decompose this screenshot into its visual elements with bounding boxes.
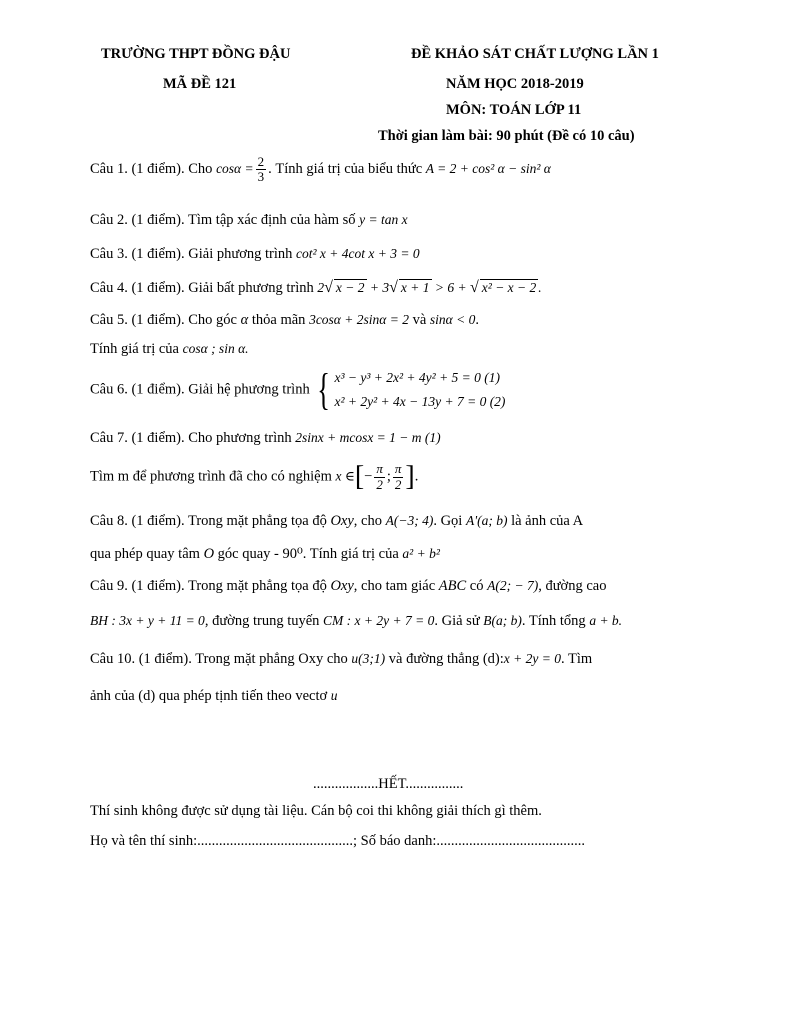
q8-text-d: là ảnh của A — [511, 513, 584, 529]
q5-line2: Tính giá trị của — [90, 341, 179, 357]
q5-text: Câu 5. (1 điểm). Cho góc — [90, 312, 237, 328]
q4-coef-2: + 3 — [366, 280, 390, 295]
q7-x-in: x ∈ — [335, 468, 355, 484]
q7-lo-num: π — [376, 461, 383, 477]
question-9-line-2 — [90, 613, 622, 630]
q1-text: Câu 1. (1 điểm). Cho — [90, 161, 213, 178]
q7-hi-num: π — [394, 461, 402, 477]
q9-line2-b: . Giả sử — [434, 613, 480, 629]
q9-line2-c: . Tính tổng — [521, 613, 586, 629]
q2-text: Câu 2. (1 điểm). Tìm tập xác định của hàm số — [90, 212, 356, 228]
school-name: TRƯỜNG THPT ĐỒNG ĐẬU — [101, 46, 291, 62]
q9-text-d: , đường cao — [538, 578, 607, 594]
q5-equation: 3cosα + 2sinα = 2 — [309, 312, 409, 327]
exam-title: ĐỀ KHẢO SÁT CHẤT LƯỢNG LẦN 1 — [411, 46, 659, 62]
q8-formula: a² + b² — [402, 546, 440, 561]
q7-end: . — [414, 468, 419, 485]
q1-mid: . Tính giá trị của biểu thức — [268, 161, 423, 178]
subject: MÔN: TOÁN LỚP 11 — [446, 102, 582, 118]
q5-targets: cosα ; sin α. — [182, 341, 249, 356]
q5-and: và — [412, 312, 427, 328]
q9-altitude: BH : 3x + y + 11 = 0 — [90, 613, 205, 628]
end-marker: ..................HẾT................ — [313, 776, 464, 792]
exam-code: MÃ ĐỀ 121 — [163, 76, 237, 92]
question-8-line-2 — [90, 546, 440, 563]
question-8 — [90, 513, 583, 530]
q7-text: Câu 7. (1 điểm). Cho phương trình — [90, 430, 292, 446]
question-5 — [90, 312, 479, 329]
q1-expression: A = 2 + cos² α − sin² α — [425, 161, 551, 177]
q8-point-a-prime: A'(a; b) — [465, 513, 508, 528]
q7-lo-frac — [374, 462, 385, 492]
q9-text-b: , cho tam giác — [353, 578, 436, 594]
school-year: NĂM HỌC 2018-2019 — [446, 76, 584, 92]
q4-rhs: > 6 + — [431, 280, 470, 295]
q6-system — [334, 366, 505, 414]
question-10 — [90, 651, 592, 668]
time-limit: Thời gian làm bài: 90 phút (Đề có 10 câu) — [378, 128, 635, 144]
q10-text-a: Câu 10. (1 điểm). Trong mặt phẳng Oxy cho — [90, 651, 348, 667]
q5-condition: sinα < 0 — [429, 312, 476, 327]
question-3 — [90, 246, 420, 263]
q3-text: Câu 3. (1 điểm). Giải phương trình — [90, 246, 293, 262]
q2-formula: y = tan x — [359, 212, 408, 227]
question-10-line-2 — [90, 688, 338, 705]
q4-end: . — [538, 280, 542, 295]
q1-cos: cosα = — [216, 161, 254, 177]
q7-hi-frac — [393, 462, 404, 492]
q7-bracket-left: [ — [354, 461, 365, 492]
q8-text-a: Câu 8. (1 điểm). Trong mặt phẳng tọa độ — [90, 513, 327, 529]
q8-center: O — [203, 546, 215, 562]
q8-text-c: . Gọi — [433, 513, 463, 529]
q10-text-c: . Tìm — [560, 651, 593, 667]
q4-radicand-1: x − 2 — [335, 280, 365, 295]
q4-coef-1: 2 — [317, 280, 325, 295]
q6-text: Câu 6. (1 điểm). Giải hệ phương trình — [90, 381, 310, 398]
q9-oxy: Oxy — [330, 578, 354, 594]
q7-lo-den: 2 — [376, 476, 383, 492]
q10-text-b: và đường thẳng (d): — [388, 651, 504, 667]
q9-text-a: Câu 9. (1 điểm). Trong mặt phẳng tọa độ — [90, 578, 327, 594]
q6-brace: { — [317, 365, 331, 414]
candidate-info: Họ và tên thí sinh:...........................................; Số báo danh:......................................... — [90, 833, 585, 849]
q4-radicand-3: x² − x − 2 — [481, 280, 537, 295]
q10-line2: ảnh của (d) qua phép tịnh tiến theo vectơ — [90, 688, 328, 704]
q7-lo-sign: − — [364, 468, 373, 485]
footer-note: Thí sinh không được sử dụng tài liệu. Cán bộ coi thi không giải thích gì thêm. — [90, 803, 542, 819]
question-6 — [90, 366, 505, 414]
q7-bracket-right: ] — [405, 461, 415, 492]
question-2 — [90, 212, 408, 229]
q5-end: . — [475, 312, 479, 328]
q1-fraction — [256, 155, 267, 185]
q4-radicand-2: x + 1 — [400, 280, 430, 295]
q9-point-a: A(2; − 7) — [487, 578, 539, 593]
q4-text: Câu 4. (1 điểm). Giải bất phương trình — [90, 280, 314, 296]
q7-hi-den: 2 — [394, 476, 402, 492]
q10-vector-2: u — [330, 688, 338, 703]
q9-text-c: có — [469, 578, 484, 594]
q8-text-b: , cho — [353, 513, 382, 529]
q6-eq2: x² + 2y² + 4x − 13y + 7 = 0 (2) — [334, 394, 506, 409]
q8-line2-a: qua phép quay tâm — [90, 546, 200, 562]
q5-mid: thỏa mãn — [251, 312, 306, 328]
q9-sum: a + b. — [589, 613, 623, 628]
q8-oxy: Oxy — [330, 513, 354, 529]
question-5-line-2 — [90, 341, 249, 358]
q9-median: CM : x + 2y + 7 = 0 — [323, 613, 435, 628]
question-9 — [90, 578, 606, 595]
q1-frac-den: 3 — [257, 169, 265, 185]
question-7-line-2: Tìm m để phương trình đã cho có nghiệm x ∈[− $\frac{\pi}{2}$ ; $\frac{\pi}{2}$ ]. — [90, 461, 419, 492]
q8-point-a: A(−3; 4) — [385, 513, 434, 528]
q10-vector: u(3;1) — [351, 651, 386, 666]
q9-line2-a: , đường trung tuyến — [204, 613, 320, 629]
q8-line2-b: góc quay - 90⁰. Tính giá trị của — [217, 546, 399, 562]
question-4 — [90, 279, 542, 297]
q4-inequality: 2√ x − 2 + 3√ x + 1 > 6 + √ x² − x − 2 . — [317, 279, 542, 296]
q1-frac-num: 2 — [257, 154, 265, 169]
q5-alpha: α — [240, 312, 249, 328]
q9-point-b: B(a; b) — [483, 613, 522, 628]
q7-equation: 2sinx + mcosx = 1 − m (1) — [295, 430, 441, 445]
question-7 — [90, 430, 441, 447]
q3-formula: cot² x + 4cot x + 3 = 0 — [296, 246, 420, 261]
question-1 — [90, 155, 551, 185]
q10-line: x + 2y = 0 — [503, 651, 561, 666]
q9-triangle: ABC — [438, 578, 467, 594]
q7-line2: Tìm m để phương trình đã cho có nghiệm — [90, 468, 332, 485]
q6-eq1: x³ − y³ + 2x² + 4y² + 5 = 0 (1) — [334, 370, 501, 385]
